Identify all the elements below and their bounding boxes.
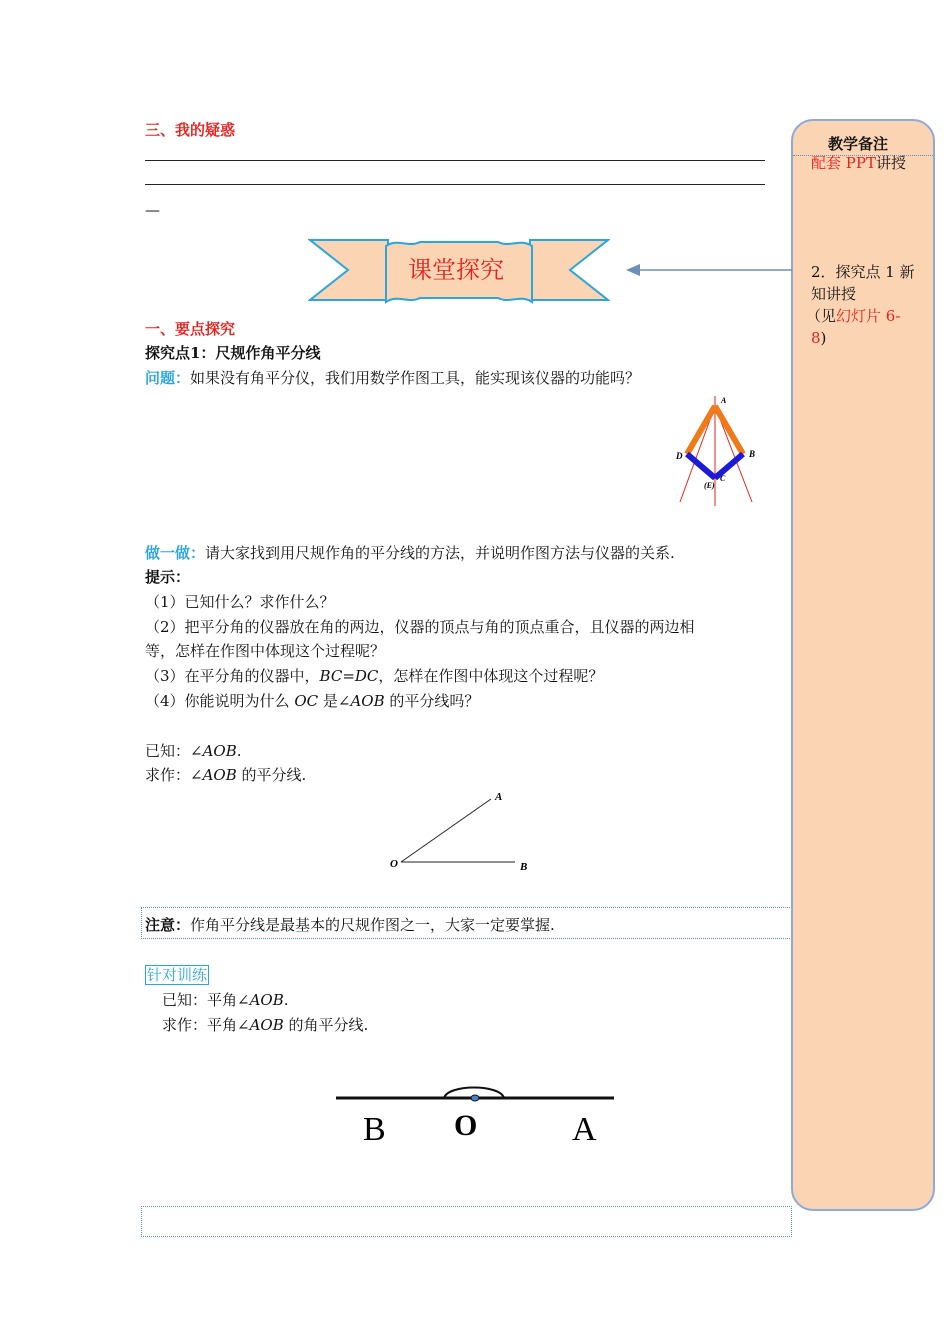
hint-label: 提示： — [145, 568, 191, 586]
training-given-end: . — [283, 991, 289, 1009]
straight-label-b: B — [363, 1111, 386, 1148]
note-label: 注意： — [145, 916, 191, 934]
given-angle: AOB — [202, 742, 237, 760]
training-construct-end: 的角平分线. — [283, 1016, 369, 1034]
section1-title: 一、要点探究 — [145, 320, 236, 338]
given-label: 已知：∠ — [145, 742, 203, 760]
hint-item-2: （2）把平分角的仪器放在角的两边，仪器的顶点与角的顶点重合，且仪器的两边相 — [145, 618, 695, 636]
construct-end: 的平分线. — [236, 766, 307, 784]
construct-angle: AOB — [202, 766, 237, 784]
teaching-notes-sidebar — [791, 119, 935, 1211]
training-title: 针对训练 — [147, 966, 208, 984]
hint-item-4-a: （4）你能说明为什么 — [145, 692, 295, 710]
hint-item-3-a: （3）在平分角的仪器中， — [145, 667, 320, 685]
angle-aob-figure — [385, 785, 535, 880]
given-end: . — [236, 742, 242, 760]
answer-line-2 — [145, 184, 765, 185]
hint-item-4-aob: AOB — [350, 692, 385, 710]
sidebar-item-line1: 2．探究点 1 新 — [811, 263, 915, 281]
pointer-arrow-icon — [624, 262, 794, 278]
hint-item-3-b: ，怎样在作图中体现这个过程呢？ — [378, 667, 604, 685]
training-given — [162, 990, 289, 1010]
angle-label-o: O — [390, 858, 398, 870]
instrument-label-a: A — [721, 396, 727, 405]
hint-item-4-c: 的平分线吗？ — [384, 692, 480, 710]
doit-label: 做一做： — [145, 544, 206, 562]
training-given-label: 已知：平角∠ — [162, 991, 250, 1009]
straight-label-a: A — [572, 1111, 597, 1148]
hint-item-2-cont: 等，怎样在作图中体现这个过程呢？ — [145, 642, 386, 660]
training-construct-label: 求作：平角∠ — [162, 1016, 250, 1034]
doit-line — [145, 543, 675, 563]
angle-label-b: B — [520, 861, 528, 873]
angle-label-a: A — [495, 791, 503, 803]
hint-item-3-eq: BC=DC — [319, 667, 379, 685]
sidebar-item-line3-b: 幻灯片 6- — [836, 307, 901, 325]
note-text: 作角平分线是最基本的尺规作图之一，大家一定要掌握. — [190, 916, 555, 934]
given-line — [145, 741, 242, 761]
hint-item-4 — [145, 691, 479, 711]
doit-text: 请大家找到用尺规作角的平分线的方法，并说明作图方法与仪器的关系. — [205, 544, 675, 562]
sidebar-item-line4 — [811, 328, 826, 348]
sidebar-item-line2: 知讲授 — [811, 285, 857, 303]
hint-item-1: （1）已知什么？求作什么？ — [145, 593, 335, 611]
point1-title: 探究点1：尺规作角平分线 — [145, 344, 321, 362]
straight-angle-figure — [330, 1075, 630, 1155]
training-construct — [162, 1015, 368, 1035]
note-line — [145, 915, 555, 935]
bisector-instrument-figure — [670, 392, 770, 512]
question-line — [145, 368, 640, 388]
hint-item-4-oc: OC — [294, 692, 319, 710]
hint-item-4-b: 是∠ — [318, 692, 351, 710]
sidebar-ppt-prefix: 配套 PPT — [811, 154, 876, 172]
straight-label-o: O — [454, 1109, 478, 1142]
instrument-label-b: B — [749, 449, 756, 459]
bottom-box — [141, 1206, 792, 1237]
sidebar-item-line3-a: （见 — [806, 307, 837, 325]
sidebar-item-line4-a: 8 — [811, 329, 821, 347]
sidebar-title: 教学备注 — [828, 135, 889, 153]
training-given-angle: AOB — [249, 991, 284, 1009]
instrument-label-c: C — [720, 474, 726, 483]
sidebar-item-line3 — [806, 306, 900, 326]
sidebar-item-line4-b: ) — [820, 329, 827, 347]
training-construct-angle: AOB — [249, 1016, 284, 1034]
question-label: 问题： — [145, 369, 191, 387]
banner-title: 课堂探究 — [408, 256, 504, 284]
section3-title: 三、我的疑惑 — [145, 121, 236, 139]
instrument-label-d: D — [676, 451, 683, 461]
answer-line-3: — — [145, 201, 160, 219]
construct-line — [145, 765, 306, 785]
answer-line-1 — [145, 160, 765, 161]
construct-label: 求作：∠ — [145, 766, 203, 784]
sidebar-ppt-suffix: 讲授 — [875, 154, 906, 172]
hint-item-3 — [145, 666, 603, 686]
question-text: 如果没有角平分仪，我们用数学作图工具，能实现该仪器的功能吗？ — [190, 369, 641, 387]
instrument-label-e: (E) — [704, 481, 715, 490]
sidebar-ppt-line — [811, 153, 906, 173]
